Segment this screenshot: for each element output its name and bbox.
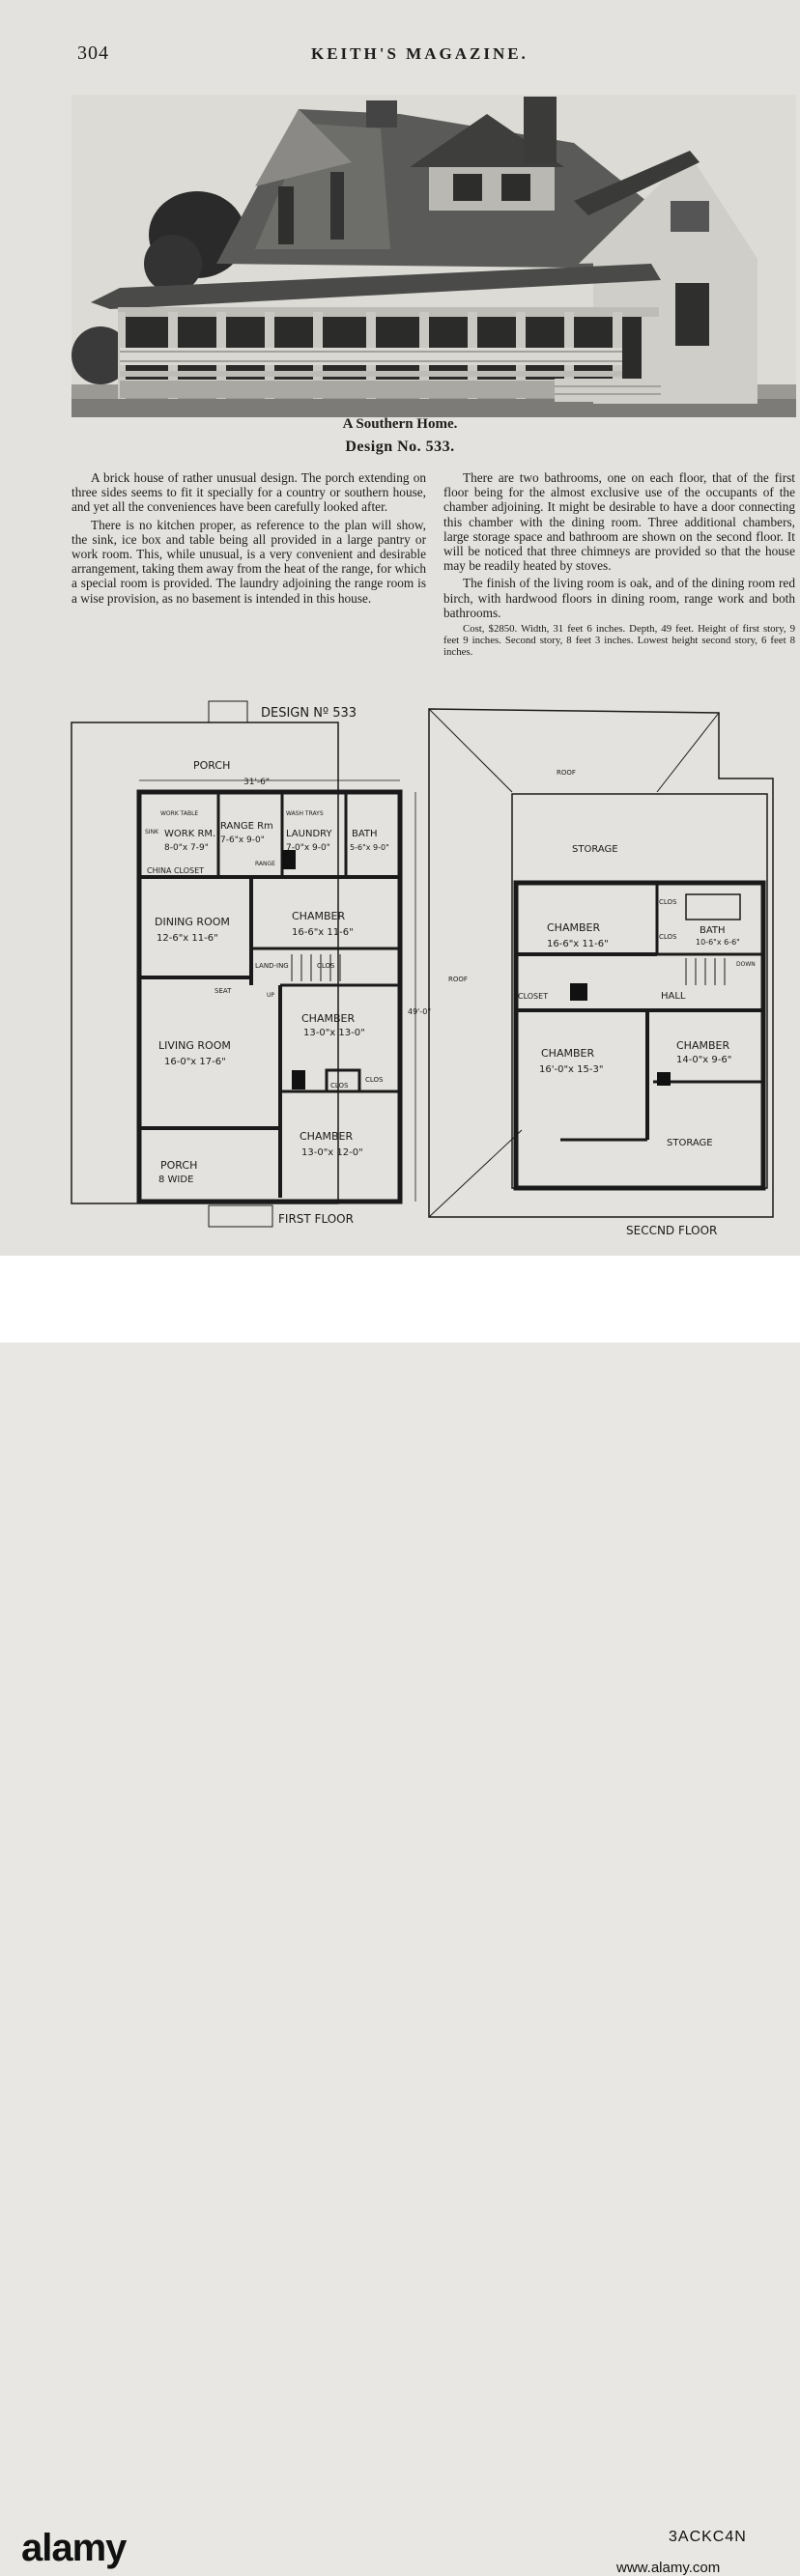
- text-column-right: [443, 470, 795, 661]
- living-room-size: 16-0"x 17-6": [164, 1057, 226, 1067]
- closet-label: CLOS: [365, 1076, 384, 1084]
- porch-size: 8 WIDE: [158, 1175, 194, 1185]
- chamber-label: CHAMBER: [300, 1130, 354, 1143]
- site-url: www.alamy.com: [616, 2560, 721, 2576]
- chamber-label: CHAMBER: [301, 1012, 356, 1025]
- down-label: DOWN: [736, 961, 756, 968]
- chamber-label: CHAMBER: [541, 1047, 595, 1060]
- seat-label: SEAT: [214, 987, 232, 995]
- chamber-size: 16'-0"x 15-3": [539, 1064, 604, 1075]
- chamber-label: CHAMBER: [547, 921, 601, 934]
- floor-label: SECCND FLOOR: [626, 1224, 718, 1237]
- paragraph: There is no kitchen proper, as reference to the plan will show, the sink, ice box and table being all provided in a large pantry or work room. This, while unusual, is a very convenient and desirable arrangement, taking them away from the heat of the range, for which a special room is provided. The laundry adjoining the range room is a wise provision, as no basement is intended in this house.: [71, 517, 426, 606]
- chamber-size: 14-0"x 9-6": [676, 1055, 732, 1065]
- chamber-label: CHAMBER: [292, 910, 346, 922]
- alamy-logo: alamy: [21, 2527, 127, 2569]
- bath-size: 5-6"x 9-0": [350, 843, 389, 852]
- landing-label: LAND-ING: [255, 962, 289, 970]
- closet-label: CLOS: [330, 1082, 349, 1090]
- watermark-footer: [0, 1256, 800, 2576]
- china-closet-label: CHINA CLOSET: [147, 866, 205, 875]
- magazine-title: KEITH'S MAGAZINE.: [311, 44, 529, 63]
- paragraph: There are two bathrooms, one on each floor, that of the first floor being for the almost exclusive use of the occupants of the chamber adjoining. It might be desirable to have a door connecting this chamber with the dining room. Three additional chambers, large storage space and bathroom are shown on the second floor. It will be noticed that three chimneys are provided so that the house may be readily heated by stoves.: [443, 470, 795, 574]
- laundry-label: LAUNDRY: [286, 829, 332, 839]
- chamber-size: 16-6"x 11-6": [292, 927, 354, 938]
- hall-label: HALL: [661, 991, 686, 1002]
- up-label: UP: [267, 992, 275, 999]
- porch-label: PORCH: [160, 1159, 198, 1172]
- range-label: RANGE: [255, 861, 275, 867]
- closet-label: CLOS: [317, 962, 335, 970]
- image-code: 3ACKC4N: [669, 2529, 747, 2545]
- chamber-label: CHAMBER: [676, 1039, 730, 1052]
- laundry-size: 7-0"x 9-0": [286, 843, 330, 853]
- closet-label: CLOSET: [518, 992, 549, 1001]
- bath-size: 10-6"x 6-6": [696, 938, 740, 947]
- living-room-label: LIVING ROOM: [158, 1039, 231, 1052]
- storage-label: STORAGE: [572, 844, 618, 855]
- house-illustration: [71, 95, 796, 417]
- floor-label: FIRST FLOOR: [278, 1212, 354, 1226]
- range-room-label: RANGE Rm: [220, 821, 273, 832]
- porch-label: PORCH: [193, 759, 231, 772]
- closet-label: CLOS: [659, 933, 677, 941]
- depth-dimension: 49'-0": [408, 1007, 432, 1016]
- work-room-size: 8-0"x 7-9": [164, 843, 209, 853]
- chamber-size: 13-0"x 12-0": [301, 1147, 363, 1158]
- bath-label: BATH: [352, 829, 378, 839]
- page-number: 304: [77, 42, 109, 64]
- work-table-label: WORK TABLE: [160, 810, 199, 817]
- width-dimension: 31'-6": [243, 778, 271, 787]
- dining-room-size: 12-6"x 11-6": [157, 933, 218, 944]
- roof-label: ROOF: [557, 769, 576, 777]
- storage-label: STORAGE: [667, 1138, 713, 1148]
- paragraph: The finish of the living room is oak, and of the dining room red birch, with hardwood floors in dining room, range work and both bathrooms.: [443, 576, 795, 620]
- chamber-size: 16-6"x 11-6": [547, 939, 609, 949]
- dining-room-label: DINING ROOM: [155, 916, 230, 928]
- bath-label: BATH: [700, 925, 726, 936]
- chamber-size: 13-0"x 13-0": [303, 1028, 365, 1038]
- work-room-label: WORK RM.: [164, 829, 216, 839]
- cost-details: Cost, $2850. Width, 31 feet 6 inches. Depth, 49 feet. Height of first story, 9 feet 9 inches. Second story, 8 feet 3 inches. Lowest height second story, 6 feet 8 inches.: [443, 623, 795, 659]
- floor-plans: [39, 695, 800, 1246]
- sink-label: SINK: [145, 829, 159, 835]
- paragraph: A brick house of rather unusual design. The porch extending on three sides seems to fit it specially for a country or southern house, and yet all the conveniences have been carefully looked after.: [71, 470, 426, 515]
- magazine-page: [0, 0, 800, 1256]
- text-column-left: [71, 470, 426, 609]
- range-room-size: 7-6"x 9-0": [220, 835, 265, 845]
- wash-trays-label: WASH TRAYS: [286, 810, 324, 817]
- roof-label: ROOF: [448, 976, 468, 983]
- closet-label: CLOS: [659, 898, 677, 906]
- design-number: Design No. 533.: [345, 439, 455, 455]
- design-label: DESIGN Nº 533: [261, 706, 357, 721]
- illustration-caption: A Southern Home.: [342, 416, 458, 432]
